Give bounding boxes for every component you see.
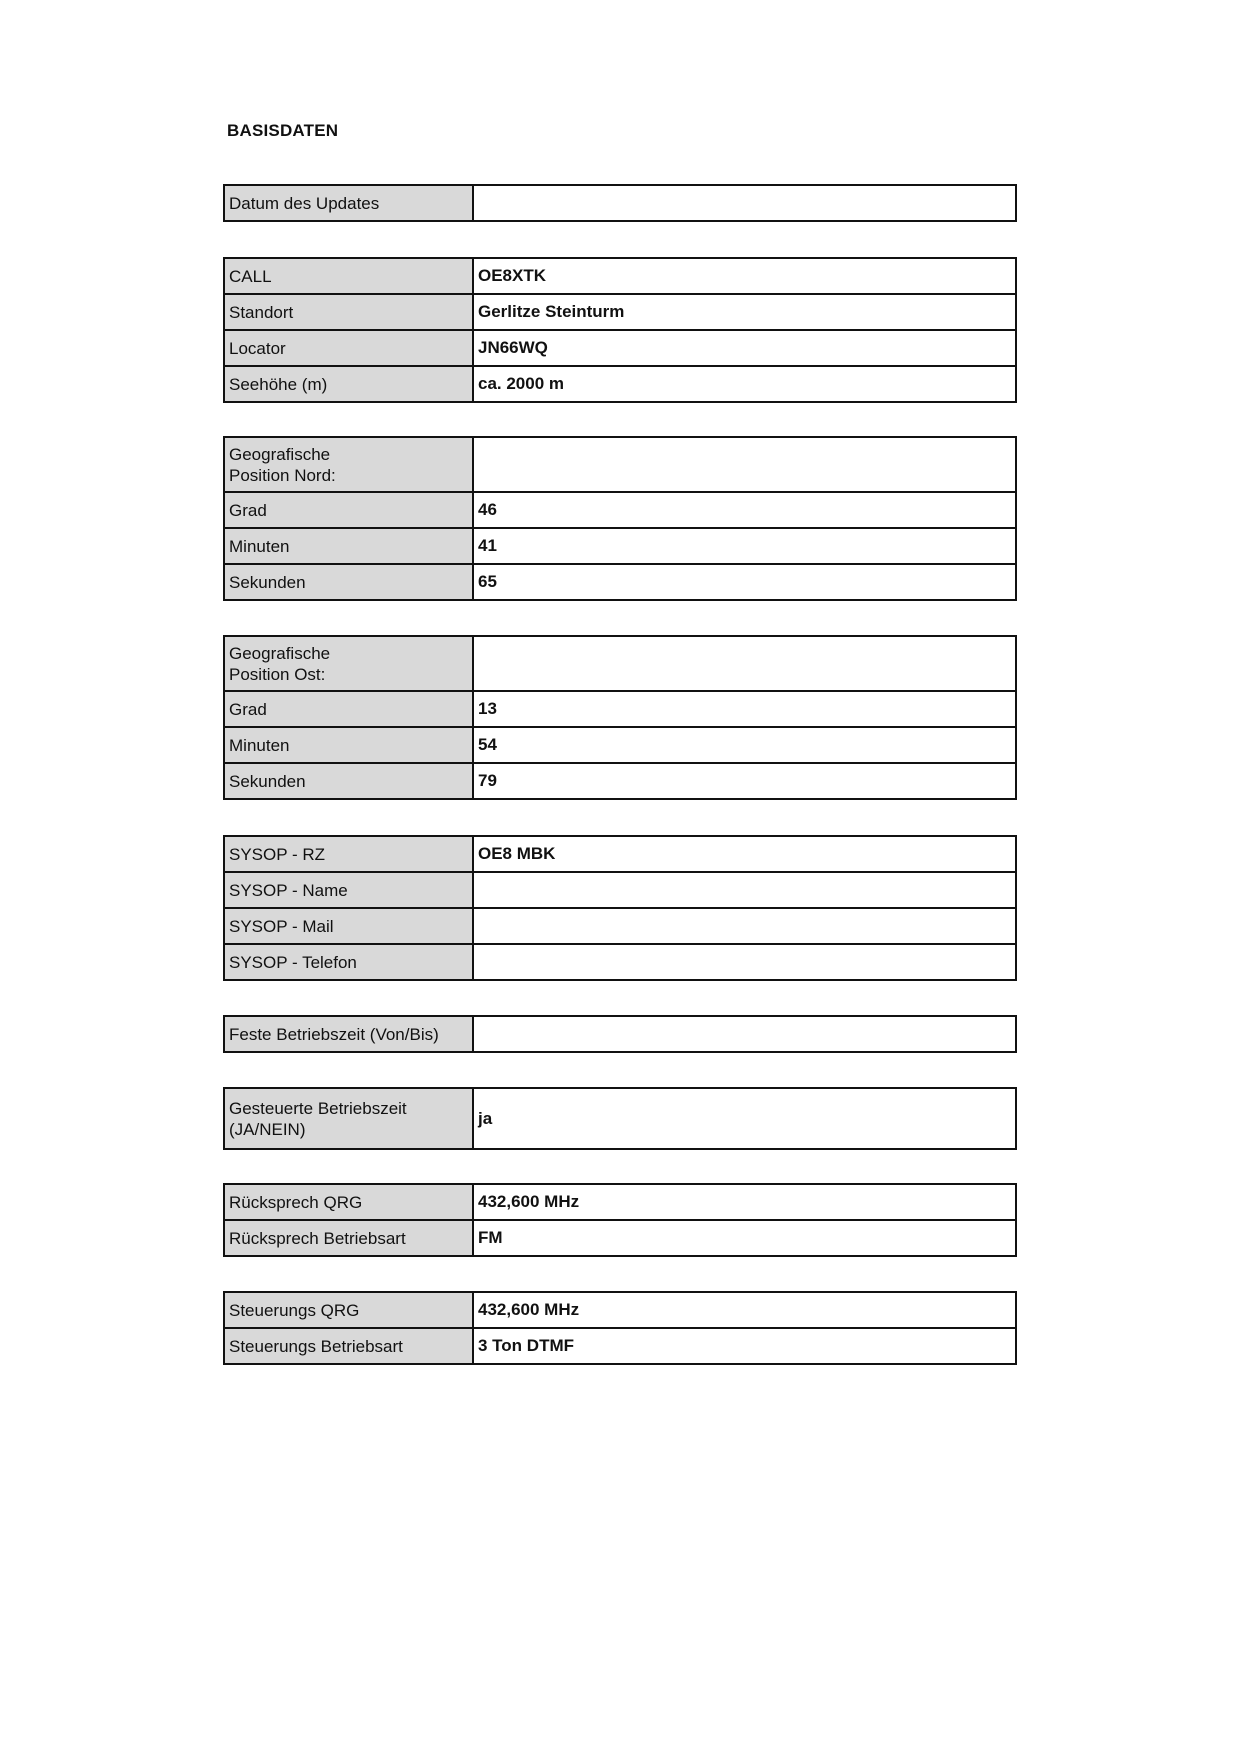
sysop-table [223,835,1017,981]
table-row [224,564,1016,600]
row-value: 432,600 MHz [473,1292,1016,1328]
table-row [224,437,1016,492]
table-row [224,691,1016,727]
controlled-operating-time-table [223,1087,1017,1150]
row-value [473,185,1016,221]
row-value: 79 [473,763,1016,799]
row-value: Gerlitze Steinturm [473,294,1016,330]
row-value: 65 [473,564,1016,600]
row-label: Minuten [224,528,473,564]
row-label: Steuerungs QRG [224,1292,473,1328]
table-row [224,1328,1016,1364]
row-label: Grad [224,691,473,727]
row-value: OE8XTK [473,258,1016,294]
row-value: 41 [473,528,1016,564]
row-value [473,872,1016,908]
table-row [224,294,1016,330]
row-value: ca. 2000 m [473,366,1016,402]
table-row [224,528,1016,564]
table-row [224,492,1016,528]
row-label: CALL [224,258,473,294]
row-value [473,1016,1016,1052]
row-label: SYSOP - Telefon [224,944,473,980]
row-value [473,944,1016,980]
table-row [224,366,1016,402]
row-value: JN66WQ [473,330,1016,366]
row-label: Minuten [224,727,473,763]
row-label: Rücksprech Betriebsart [224,1220,473,1256]
row-value: 432,600 MHz [473,1184,1016,1220]
page-title: BASISDATEN [227,121,339,140]
row-label: Standort [224,294,473,330]
row-label: Datum des Updates [224,185,473,221]
row-label: Geografische Position Ost: [224,636,473,691]
talkback-table [223,1183,1017,1257]
row-value: 54 [473,727,1016,763]
table-row [224,1016,1016,1052]
row-value [473,908,1016,944]
row-label: Steuerungs Betriebsart [224,1328,473,1364]
row-label: Rücksprech QRG [224,1184,473,1220]
row-value [473,636,1016,691]
row-value: FM [473,1220,1016,1256]
row-label: Sekunden [224,763,473,799]
row-value: ja [473,1088,1016,1149]
table-row [224,763,1016,799]
table-row [224,185,1016,221]
table-row [224,258,1016,294]
table-row [224,330,1016,366]
position-north-table [223,436,1017,601]
row-label: Geografische Position Nord: [224,437,473,492]
row-value: 46 [473,492,1016,528]
table-row [224,636,1016,691]
row-label: Locator [224,330,473,366]
table-row [224,908,1016,944]
fixed-operating-time-table [223,1015,1017,1053]
row-label: SYSOP - Name [224,872,473,908]
row-label: SYSOP - RZ [224,836,473,872]
table-row [224,836,1016,872]
row-value: 3 Ton DTMF [473,1328,1016,1364]
table-row [224,1184,1016,1220]
row-value: 13 [473,691,1016,727]
table-row [224,872,1016,908]
table-row [224,1088,1016,1149]
table-row [224,944,1016,980]
row-label: Seehöhe (m) [224,366,473,402]
row-label: Grad [224,492,473,528]
row-label: Feste Betriebszeit (Von/Bis) [224,1016,473,1052]
control-table [223,1291,1017,1365]
update-date-table [223,184,1017,222]
row-value: OE8 MBK [473,836,1016,872]
table-row [224,727,1016,763]
table-row [224,1292,1016,1328]
station-table [223,257,1017,403]
row-value [473,437,1016,492]
table-row [224,1220,1016,1256]
row-label: Gesteuerte Betriebszeit (JA/NEIN) [224,1088,473,1149]
position-east-table [223,635,1017,800]
row-label: Sekunden [224,564,473,600]
row-label: SYSOP - Mail [224,908,473,944]
